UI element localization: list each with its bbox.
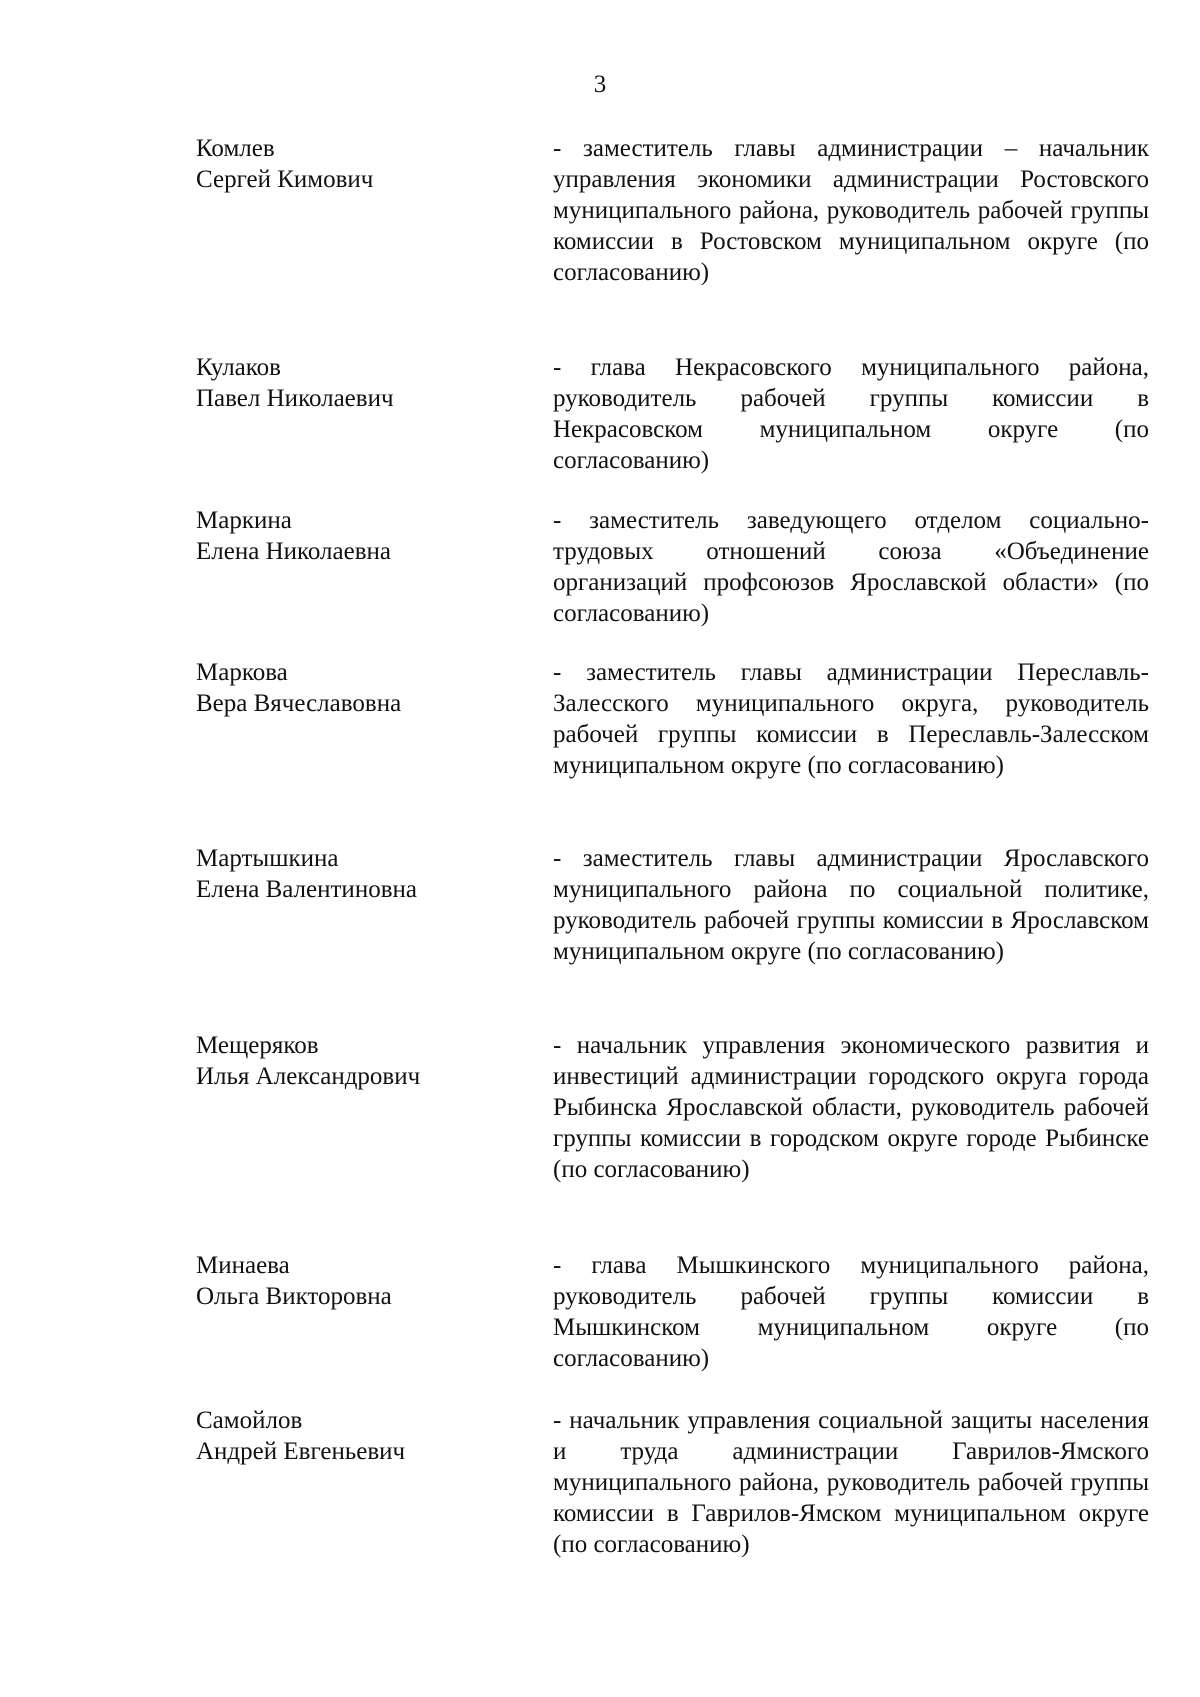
- page-number: 3: [593, 71, 607, 98]
- member-given-name: Елена Николаевна: [196, 538, 391, 565]
- member-position: - начальник управления социальной защиты населения и труда администрации Гаврилов-Ямского муниципального района, руководитель рабочей группы комиссии в Гаврилов-Ямском муниципальном округе (по согласованию): [553, 1407, 1149, 1558]
- member-name: [196, 1030, 516, 1092]
- member-surname: Маркина: [196, 507, 292, 534]
- member-given-name: Елена Валентиновна: [196, 876, 417, 903]
- member-given-name: Сергей Кимович: [196, 166, 374, 193]
- member-given-name: Ольга Викторовна: [196, 1283, 392, 1310]
- member-name: [196, 1250, 516, 1312]
- member-surname: Мещеряков: [196, 1032, 319, 1059]
- member-name: [196, 1405, 516, 1467]
- member-position: - заместитель главы администрации Переславль-Залесского муниципального округа, руководитель рабочей группы комиссии в Переславль-Залесском муниципальном округе (по согласованию): [553, 659, 1149, 779]
- member-surname: Кулаков: [196, 354, 281, 381]
- member-given-name: Вера Вячеславовна: [196, 690, 402, 717]
- member-name: [196, 133, 516, 195]
- member-name: [196, 843, 516, 905]
- member-position: - глава Некрасовского муниципального района, руководитель рабочей группы комиссии в Некрасовском муниципальном округе (по согласованию): [553, 354, 1149, 474]
- member-name: [196, 657, 516, 719]
- member-position: - глава Мышкинского муниципального района, руководитель рабочей группы комиссии в Мышкинском муниципальном округе (по согласованию): [553, 1252, 1149, 1372]
- member-surname: Мартышкина: [196, 845, 339, 872]
- member-name: [196, 505, 516, 567]
- member-given-name: Павел Николаевич: [196, 385, 394, 412]
- member-surname: Комлев: [196, 135, 275, 162]
- member-given-name: Андрей Евгеньевич: [196, 1438, 406, 1465]
- member-given-name: Илья Александрович: [196, 1063, 421, 1090]
- member-position: - заместитель главы администрации – начальник управления экономики администрации Ростовского муниципального района, руководитель рабочей группы комиссии в Ростовском муниципальном округе (по согласованию): [553, 135, 1149, 286]
- member-position: - заместитель главы администрации Ярославского муниципального района по социальной политике, руководитель рабочей группы комиссии в Ярославском муниципальном округе (по согласованию): [553, 845, 1149, 965]
- member-surname: Маркова: [196, 659, 288, 686]
- member-surname: Минаева: [196, 1252, 290, 1279]
- member-position: - заместитель заведующего отделом социально-трудовых отношений союза «Объединение организаций профсоюзов Ярославской области» (по согласованию): [553, 507, 1149, 627]
- member-position: - начальник управления экономического развития и инвестиций администрации городского округа города Рыбинска Ярославской области, руководитель рабочей группы комиссии в городском округе городе Рыбинске (по согласованию): [553, 1032, 1149, 1183]
- member-surname: Самойлов: [196, 1407, 303, 1434]
- member-name: [196, 352, 516, 414]
